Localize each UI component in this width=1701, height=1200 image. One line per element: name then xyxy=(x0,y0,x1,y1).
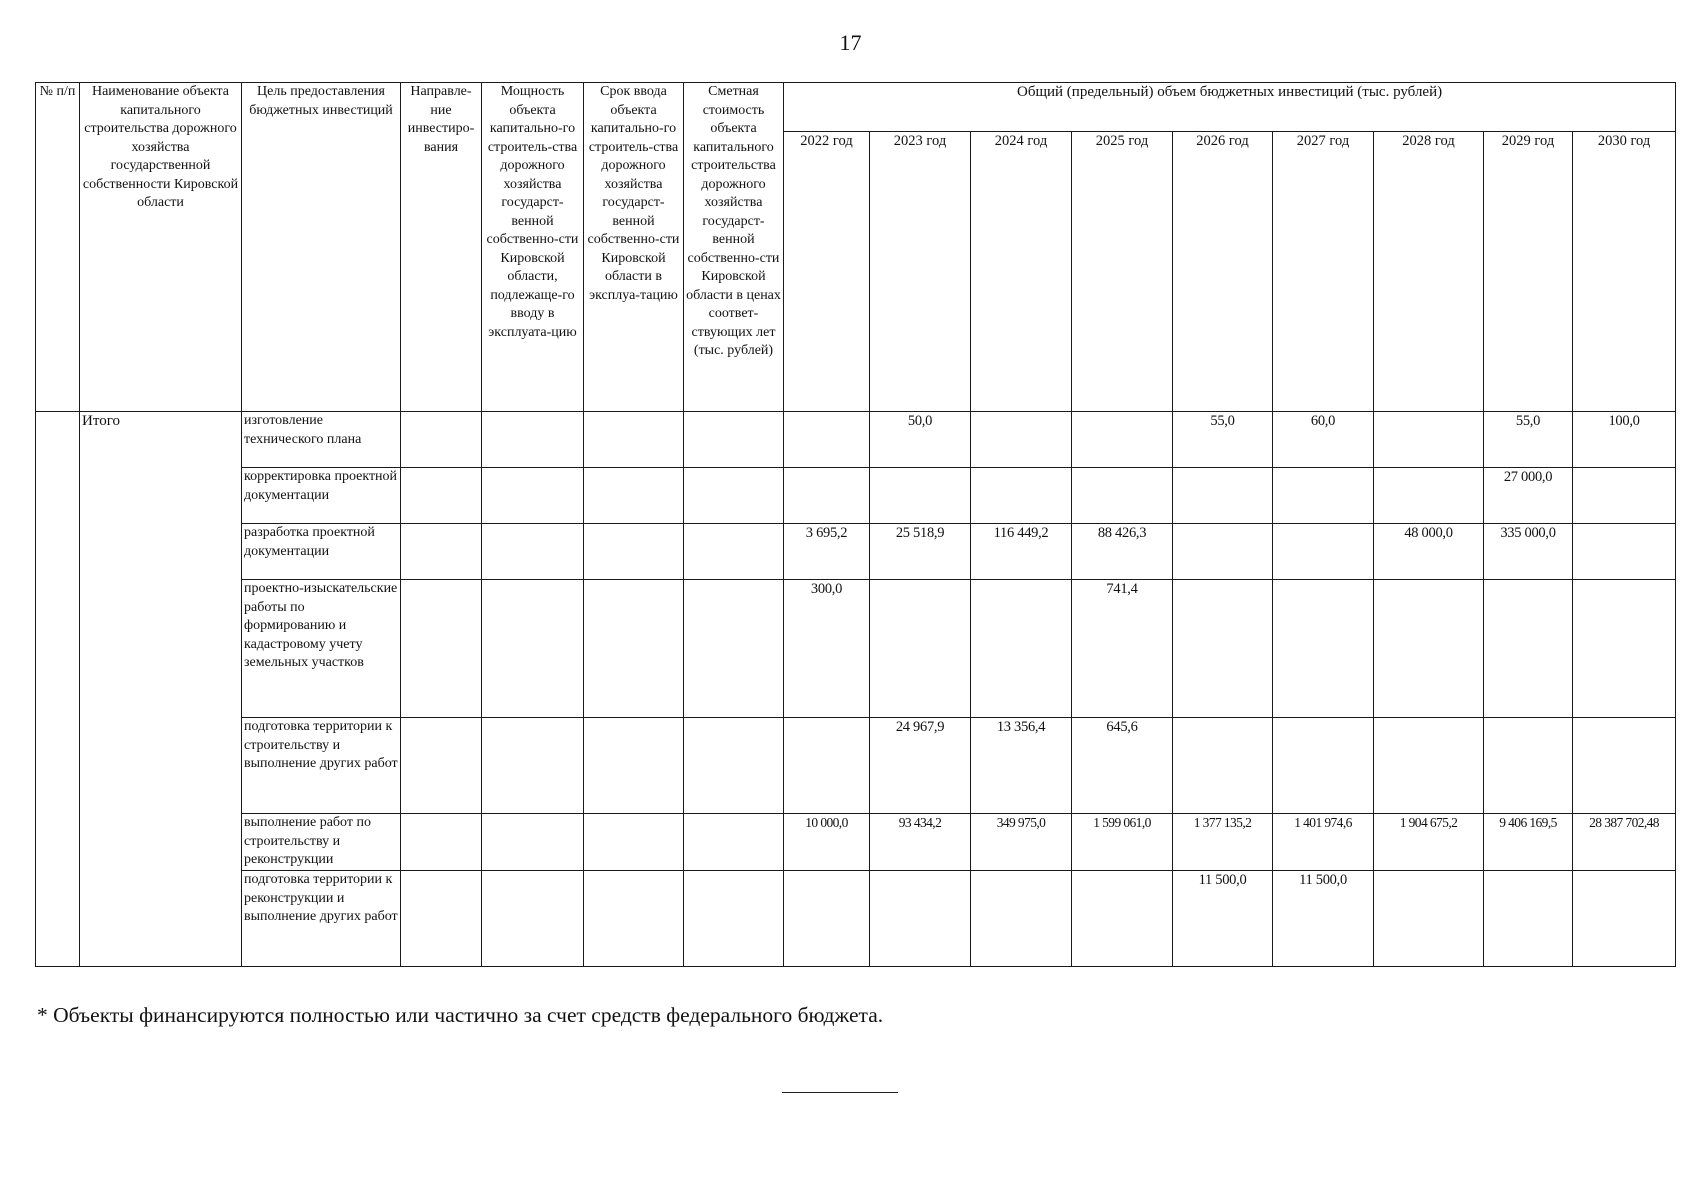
value-cell xyxy=(1374,580,1484,718)
value-cell: 25 518,9 xyxy=(870,524,971,580)
budget-investment-table xyxy=(35,82,1676,967)
purpose-cell: подготовка территории к реконструкции и выполнение других работ xyxy=(242,871,401,967)
value-cell xyxy=(1573,580,1676,718)
table-row xyxy=(36,718,1676,814)
header-estimated-cost: Сметная стоимость объекта капитального строительства дорожного хозяйства государст-венной собственно-сти Кировской области в ценах соответ-ствующих лет (тыс. рублей) xyxy=(684,83,784,412)
value-cell xyxy=(971,871,1072,967)
value-cell: 55,0 xyxy=(1484,412,1573,468)
value-cell xyxy=(870,871,971,967)
value-cell xyxy=(971,412,1072,468)
header-object-name: Наименование объекта капитального строительства дорожного хозяйства государственной собственности Кировской области xyxy=(80,83,242,412)
table-row xyxy=(36,524,1676,580)
year-header: 2022 год xyxy=(784,132,870,412)
value-cell: 349 975,0 xyxy=(971,814,1072,871)
purpose-cell: корректировка проектной документации xyxy=(242,468,401,524)
end-rule-divider xyxy=(782,1092,898,1093)
purpose-cell: проектно-изыскательские работы по формированию и кадастровому учету земельных участков xyxy=(242,580,401,718)
value-cell xyxy=(1273,468,1374,524)
table-row xyxy=(36,814,1676,871)
year-header: 2029 год xyxy=(1484,132,1573,412)
value-cell: 48 000,0 xyxy=(1374,524,1484,580)
value-cell xyxy=(1173,468,1273,524)
value-cell: 645,6 xyxy=(1072,718,1173,814)
value-cell xyxy=(1484,871,1573,967)
value-cell xyxy=(1173,718,1273,814)
value-cell: 55,0 xyxy=(1173,412,1273,468)
value-cell: 116 449,2 xyxy=(971,524,1072,580)
group-name-cell: Итого xyxy=(80,412,242,967)
value-cell xyxy=(1573,468,1676,524)
value-cell: 1 599 061,0 xyxy=(1072,814,1173,871)
value-cell xyxy=(784,718,870,814)
value-cell: 10 000,0 xyxy=(784,814,870,871)
year-header: 2026 год xyxy=(1173,132,1273,412)
value-cell: 100,0 xyxy=(1573,412,1676,468)
value-cell: 1 377 135,2 xyxy=(1173,814,1273,871)
value-cell xyxy=(1374,412,1484,468)
table-row xyxy=(36,871,1676,967)
value-cell xyxy=(1173,580,1273,718)
value-cell: 300,0 xyxy=(784,580,870,718)
value-cell xyxy=(1573,718,1676,814)
value-cell: 28 387 702,48 xyxy=(1573,814,1676,871)
purpose-cell: разработка проектной документации xyxy=(242,524,401,580)
value-cell: 27 000,0 xyxy=(1484,468,1573,524)
value-cell: 741,4 xyxy=(1072,580,1173,718)
header-deadline: Срок ввода объекта капитально-го строитель-ства дорожного хозяйства государст-венной собственно-сти Кировской области в эксплуа-тацию xyxy=(584,83,684,412)
header-num: № п/п xyxy=(36,83,80,412)
value-cell xyxy=(1273,718,1374,814)
purpose-cell: подготовка территории к строительству и выполнение других работ xyxy=(242,718,401,814)
value-cell: 9 406 169,5 xyxy=(1484,814,1573,871)
value-cell: 13 356,4 xyxy=(971,718,1072,814)
value-cell: 24 967,9 xyxy=(870,718,971,814)
value-cell xyxy=(1573,524,1676,580)
value-cell xyxy=(1273,580,1374,718)
value-cell xyxy=(784,468,870,524)
year-header: 2027 год xyxy=(1273,132,1374,412)
header-capacity: Мощность объекта капитально-го строитель-ства дорожного хозяйства государст-венной собственно-сти Кировской области, подлежаще-го вводу в эксплуата-цию xyxy=(482,83,584,412)
value-cell xyxy=(1374,871,1484,967)
purpose-cell: изготовление технического плана xyxy=(242,412,401,468)
value-cell xyxy=(1374,718,1484,814)
value-cell xyxy=(1484,718,1573,814)
value-cell xyxy=(1072,871,1173,967)
value-cell xyxy=(870,580,971,718)
value-cell: 3 695,2 xyxy=(784,524,870,580)
year-header: 2030 год xyxy=(1573,132,1676,412)
table-row xyxy=(36,580,1676,718)
purpose-cell: выполнение работ по строительству и реконструкции xyxy=(242,814,401,871)
value-cell xyxy=(1484,580,1573,718)
year-header: 2028 год xyxy=(1374,132,1484,412)
value-cell xyxy=(1374,468,1484,524)
value-cell xyxy=(784,871,870,967)
value-cell xyxy=(784,412,870,468)
year-header: 2023 год xyxy=(870,132,971,412)
value-cell xyxy=(1173,524,1273,580)
table-row xyxy=(36,468,1676,524)
header-purpose: Цель предоставления бюджетных инвестиций xyxy=(242,83,401,412)
value-cell: 11 500,0 xyxy=(1273,871,1374,967)
year-header: 2024 год xyxy=(971,132,1072,412)
value-cell xyxy=(971,468,1072,524)
value-cell xyxy=(971,580,1072,718)
value-cell xyxy=(1072,412,1173,468)
value-cell xyxy=(1072,468,1173,524)
value-cell: 1 904 675,2 xyxy=(1374,814,1484,871)
value-cell: 1 401 974,6 xyxy=(1273,814,1374,871)
value-cell: 88 426,3 xyxy=(1072,524,1173,580)
row-number-cell xyxy=(36,412,80,967)
value-cell: 11 500,0 xyxy=(1173,871,1273,967)
value-cell xyxy=(870,468,971,524)
page-number: 17 xyxy=(839,30,862,55)
value-cell: 335 000,0 xyxy=(1484,524,1573,580)
value-cell xyxy=(1273,524,1374,580)
table-row xyxy=(36,412,1676,468)
year-header: 2025 год xyxy=(1072,132,1173,412)
value-cell xyxy=(1573,871,1676,967)
value-cell: 60,0 xyxy=(1273,412,1374,468)
header-direction: Направле-ние инвестиро-вания xyxy=(401,83,482,412)
value-cell: 93 434,2 xyxy=(870,814,971,871)
footnote: * Объекты финансируются полностью или частично за счет средств федерального бюджета. xyxy=(37,1003,884,1027)
value-cell: 50,0 xyxy=(870,412,971,468)
header-total-investment: Общий (предельный) объем бюджетных инвестиций (тыс. рублей) xyxy=(784,83,1676,132)
